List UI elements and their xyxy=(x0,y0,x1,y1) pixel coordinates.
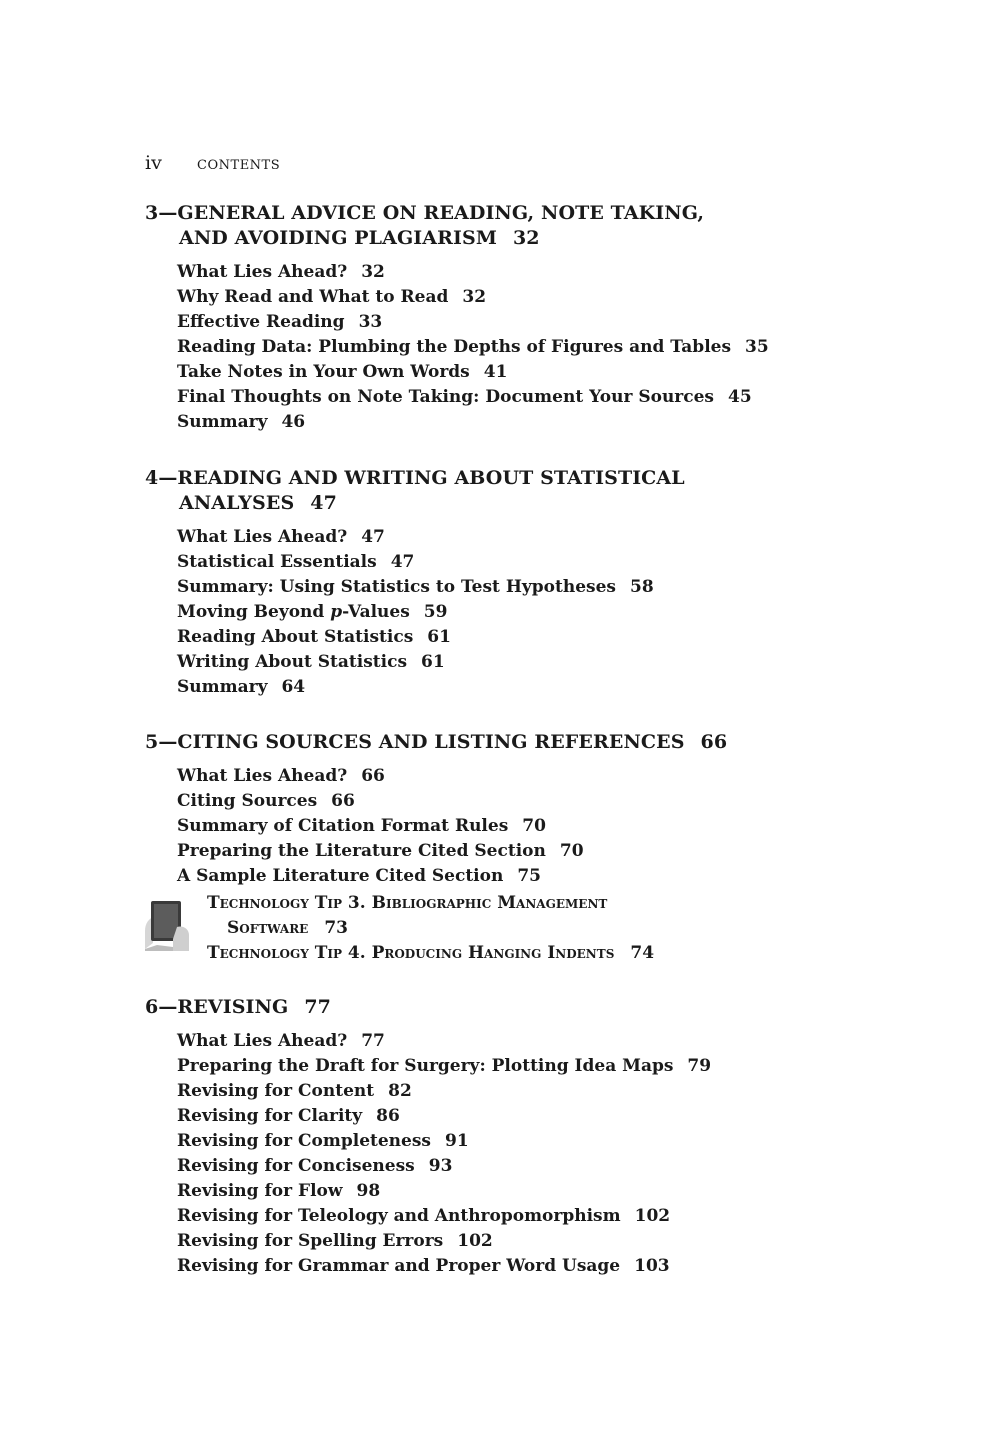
entry-page: 98 xyxy=(356,1181,381,1201)
entry-label: What Lies Ahead? xyxy=(177,766,348,786)
toc-entry[interactable] xyxy=(177,675,865,700)
entry-page: 32 xyxy=(361,262,385,282)
toc-entry[interactable] xyxy=(177,1204,865,1229)
chapter-title-line2: AND AVOIDING PLAGIARISM xyxy=(179,227,497,249)
entry-label: Preparing the Literature Cited Section xyxy=(177,841,546,861)
toc-entry[interactable] xyxy=(177,600,865,625)
entry-label: Revising for Conciseness xyxy=(177,1156,415,1176)
technology-tip[interactable] xyxy=(207,891,865,941)
entry-page: 61 xyxy=(427,627,451,647)
tip-label: Technology Tip 4. Producing Hanging Indents xyxy=(207,943,615,963)
entry-label: Final Thoughts on Note Taking: Document Your Sources xyxy=(177,387,715,407)
entry-label: Reading About Statistics xyxy=(177,627,414,647)
entry-label: Take Notes in Your Own Words xyxy=(177,362,470,382)
toc-entry[interactable] xyxy=(177,1229,865,1254)
entry-label: Effective Reading xyxy=(177,312,345,332)
toc-entry[interactable] xyxy=(177,1104,865,1129)
entry-page: 32 xyxy=(462,287,487,307)
entry-page: 46 xyxy=(281,412,306,432)
entry-label: Revising for Grammar and Proper Word Usage xyxy=(177,1256,621,1276)
toc-entry[interactable] xyxy=(177,360,865,385)
chapter-entries xyxy=(145,764,865,889)
chapter-title-line1: 4—READING AND WRITING ABOUT STATISTICAL xyxy=(145,467,685,489)
entry-label: Revising for Content xyxy=(177,1081,375,1101)
entry-page: 75 xyxy=(517,866,542,886)
entry-label: Citing Sources xyxy=(177,791,318,811)
entry-label: Reading Data: Plumbing the Depths of Figures and Tables xyxy=(177,337,732,357)
toc-entry[interactable] xyxy=(177,789,865,814)
entry-label: Revising for Flow xyxy=(177,1181,343,1201)
entry-page: 64 xyxy=(281,677,306,697)
entry-label: What Lies Ahead? xyxy=(177,1031,348,1051)
chapter-title xyxy=(145,995,865,1020)
entry-label: Why Read and What to Read xyxy=(177,287,449,307)
toc-entry[interactable] xyxy=(177,525,865,550)
chapter-page: 66 xyxy=(700,731,728,753)
entry-label: Revising for Clarity xyxy=(177,1106,363,1126)
tablet-icon xyxy=(143,895,191,951)
chapter-entries xyxy=(145,525,865,700)
entry-page: 102 xyxy=(634,1206,671,1226)
entry-label-post: -Values xyxy=(342,602,410,622)
entry-page: 47 xyxy=(390,552,415,572)
entry-page: 103 xyxy=(634,1256,670,1276)
chapter-title-line1: 6—REVISING xyxy=(145,996,289,1018)
technology-tips xyxy=(145,891,865,966)
entry-page: 93 xyxy=(428,1156,453,1176)
toc-entry[interactable] xyxy=(177,285,865,310)
toc-entry[interactable] xyxy=(177,1254,865,1279)
chapter-entries xyxy=(145,260,865,435)
entry-page: 59 xyxy=(423,602,448,622)
entry-page: 79 xyxy=(687,1056,712,1076)
entry-label-italic: p xyxy=(330,602,343,622)
toc-entry[interactable] xyxy=(177,650,865,675)
entry-label: Writing About Statistics xyxy=(177,652,408,672)
entry-label: Summary xyxy=(177,677,268,697)
chapter-3 xyxy=(145,201,865,435)
toc-entry[interactable] xyxy=(177,550,865,575)
toc-entry[interactable] xyxy=(177,839,865,864)
entry-page: 82 xyxy=(388,1081,412,1101)
toc-entry[interactable] xyxy=(177,260,865,285)
tip-page: 74 xyxy=(630,943,655,963)
toc-entry[interactable] xyxy=(177,1029,865,1054)
toc-entry[interactable] xyxy=(177,1079,865,1104)
chapter-6 xyxy=(145,995,865,1279)
chapter-title-line1: 3—GENERAL ADVICE ON READING, NOTE TAKING, xyxy=(145,202,705,224)
entry-label: Revising for Completeness xyxy=(177,1131,432,1151)
chapter-title xyxy=(145,466,865,516)
chapter-entries xyxy=(145,1029,865,1279)
entry-page: 47 xyxy=(361,527,385,547)
toc-entry[interactable] xyxy=(177,335,865,360)
running-head xyxy=(145,152,280,174)
entry-label: Summary of Citation Format Rules xyxy=(177,816,509,836)
toc-entry[interactable] xyxy=(177,764,865,789)
entry-page: 86 xyxy=(376,1106,400,1126)
tip-label: Technology Tip 3. Bibliographic Management xyxy=(207,893,608,913)
entry-page: 33 xyxy=(358,312,383,332)
entry-page: 66 xyxy=(361,766,385,786)
entry-page: 66 xyxy=(331,791,355,811)
toc-entry[interactable] xyxy=(177,310,865,335)
entry-label: Revising for Spelling Errors xyxy=(177,1231,444,1251)
entry-label: Revising for Teleology and Anthropomorphism xyxy=(177,1206,621,1226)
chapter-title-line2: ANALYSES xyxy=(179,492,295,514)
entry-page: 70 xyxy=(522,816,546,836)
chapter-page: 77 xyxy=(304,996,331,1018)
entry-label: Statistical Essentials xyxy=(177,552,377,572)
toc-entry[interactable] xyxy=(177,625,865,650)
entry-page: 91 xyxy=(445,1131,469,1151)
toc-entry[interactable] xyxy=(177,410,865,435)
entry-label: A Sample Literature Cited Section xyxy=(177,866,504,886)
toc-entry[interactable] xyxy=(177,864,865,889)
entry-page: 35 xyxy=(745,337,769,357)
technology-tip[interactable] xyxy=(207,941,865,966)
chapter-title xyxy=(145,730,865,755)
entry-page: 70 xyxy=(559,841,584,861)
entry-page: 61 xyxy=(421,652,445,672)
toc-entry[interactable] xyxy=(177,1129,865,1154)
chapter-4 xyxy=(145,466,865,700)
entry-page: 77 xyxy=(361,1031,385,1051)
entry-label: What Lies Ahead? xyxy=(177,262,348,282)
chapter-title-line1: 5—CITING SOURCES AND LISTING REFERENCES xyxy=(145,731,685,753)
toc-entry[interactable] xyxy=(177,1054,865,1079)
entry-label: What Lies Ahead? xyxy=(177,527,348,547)
entry-page: 41 xyxy=(483,362,508,382)
chapter-5 xyxy=(145,730,865,966)
toc-entry[interactable] xyxy=(177,385,865,410)
entry-label-pre: Moving Beyond xyxy=(177,602,331,622)
tip-page: 73 xyxy=(324,918,348,938)
running-head-label: CONTENTS xyxy=(197,158,281,173)
entry-page: 45 xyxy=(728,387,752,407)
chapter-title xyxy=(145,201,865,251)
tip-label-cont: Software xyxy=(227,918,309,938)
toc-entry[interactable] xyxy=(177,575,865,600)
entry-page: 58 xyxy=(629,577,654,597)
chapter-page: 32 xyxy=(512,227,540,249)
entry-label: Summary xyxy=(177,412,268,432)
entry-label: Summary: Using Statistics to Test Hypotheses xyxy=(177,577,616,597)
toc-entry[interactable] xyxy=(177,1154,865,1179)
toc-entry[interactable] xyxy=(177,1179,865,1204)
toc-entry[interactable] xyxy=(177,814,865,839)
chapter-page: 47 xyxy=(310,492,337,514)
page-number: iv xyxy=(145,152,162,174)
entry-page: 102 xyxy=(457,1231,493,1251)
entry-label: Preparing the Draft for Surgery: Plotting Idea Maps xyxy=(177,1056,674,1076)
